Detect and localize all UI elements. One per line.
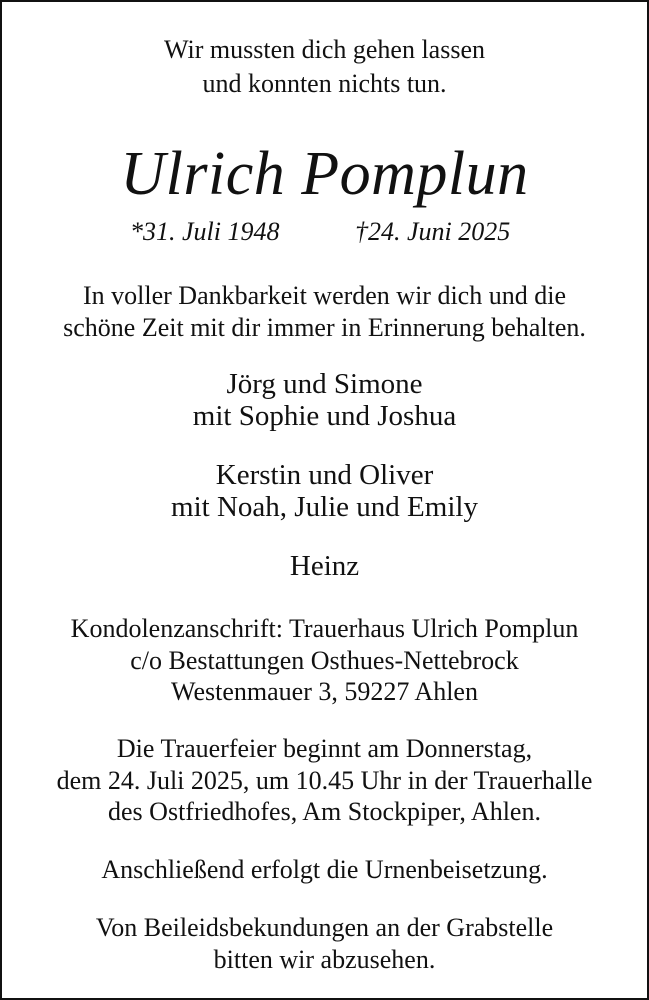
ceremony-line-1: Die Trauerfeier beginnt am Donnerstag, xyxy=(116,734,533,763)
ceremony-line-3: des Ostfriedhofes, Am Stockpiper, Ahlen. xyxy=(108,797,541,826)
family-group-2-line-1: Kerstin und Oliver xyxy=(215,459,434,491)
poem-line-2: und konnten nichts tun. xyxy=(202,69,447,98)
family-group-3-line-1: Heinz xyxy=(289,550,360,582)
gratitude-line-2: schöne Zeit mit dir immer in Erinnerung behalten. xyxy=(63,313,586,342)
death-date: †24. Juni 2025 xyxy=(355,217,511,246)
condolence-line-1: Kondolenzanschrift: Trauerhaus Ulrich Pomplun xyxy=(70,614,579,643)
birth-date: *31. Juli 1948 xyxy=(130,217,280,246)
burial-line-1: Anschließend erfolgt die Urnenbeisetzung. xyxy=(101,855,548,884)
family-group-2-line-2: mit Noah, Julie und Emily xyxy=(171,491,478,523)
family-group-1-line-1: Jörg und Simone xyxy=(226,368,423,400)
gratitude-line-1: In voller Dankbarkeit werden wir dich und die xyxy=(82,281,566,310)
ceremony-line-2: dem 24. Juli 2025, um 10.45 Uhr in der Trauerhalle xyxy=(56,766,593,795)
request-line-1: Von Beileidsbekundungen an der Grabstelle xyxy=(95,913,554,942)
request-line-2: bitten wir abzusehen. xyxy=(213,945,436,974)
life-dates xyxy=(2,217,647,251)
condolence-line-3: Westenmauer 3, 59227 Ahlen xyxy=(171,677,478,706)
condolence-line-2: c/o Bestattungen Osthues-Nettebrock xyxy=(130,646,519,675)
poem-line-1: Wir mussten dich gehen lassen xyxy=(164,35,485,64)
family-group-1-line-2: mit Sophie und Joshua xyxy=(192,400,457,432)
deceased-name: Ulrich Pomplun xyxy=(120,140,529,208)
